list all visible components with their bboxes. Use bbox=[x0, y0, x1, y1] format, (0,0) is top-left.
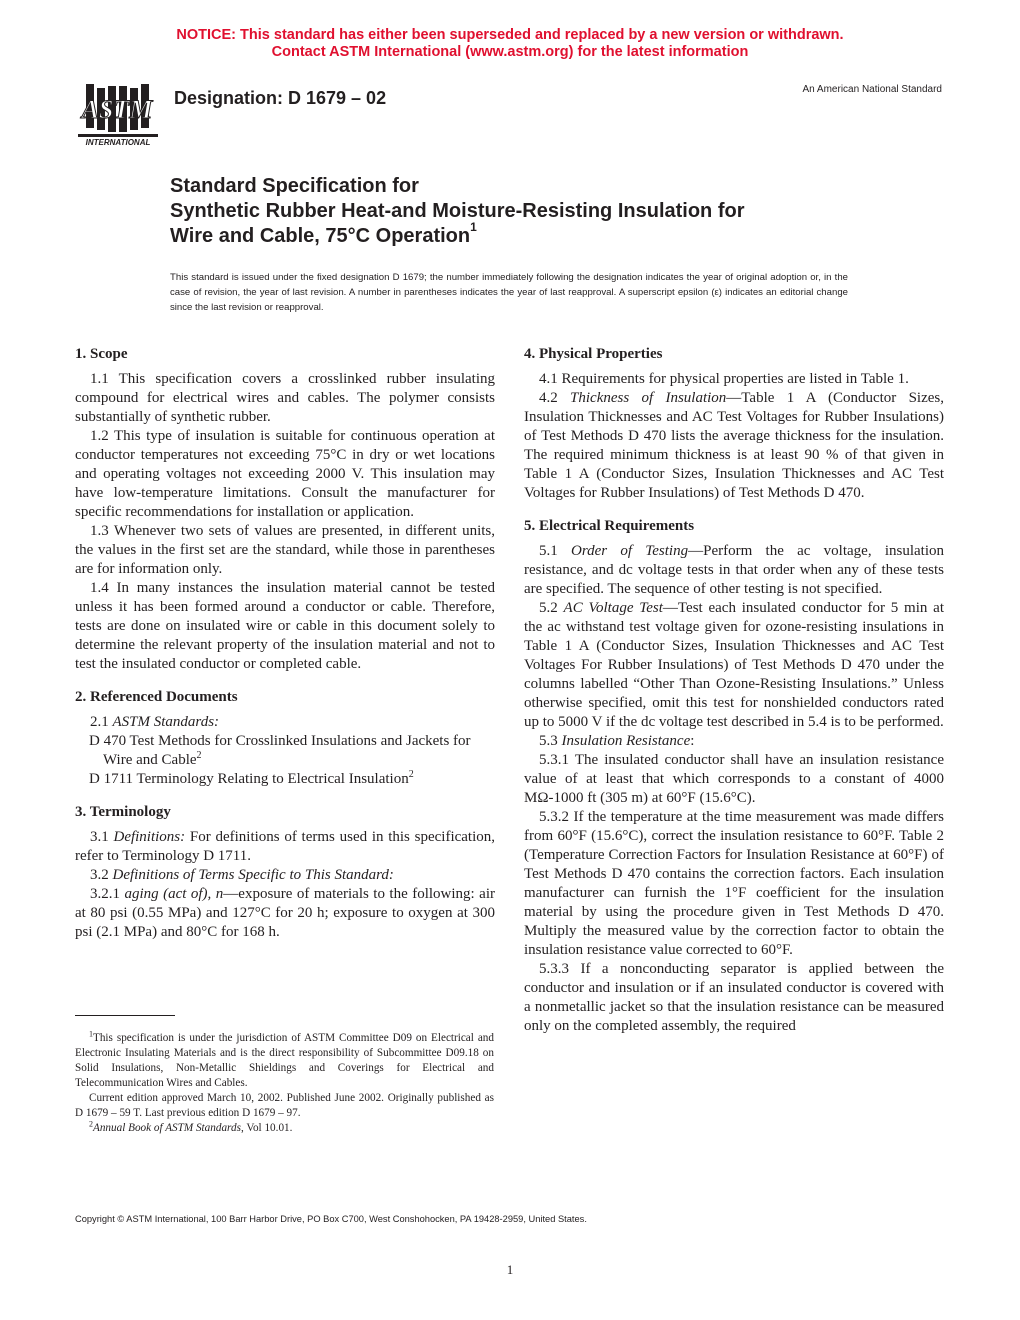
footnote-1-edition: Current edition approved March 10, 2002. Published June 2002. Originally published as D 1679 – 59 T. Last previous edition D 1679 – 97. bbox=[75, 1092, 494, 1119]
section-5-heading: 5. Electrical Requirements bbox=[524, 518, 695, 534]
para-5-3-3: 5.3.3 If a nonconducting separator is applied between the conductor and insulation or if an insulated conductor is covered with a nonmetallic jacket so that the insulation resistance can be measured only on the completed assembly, the required bbox=[524, 961, 944, 1034]
issued-statement: This standard is issued under the fixed designation D 1679; the number immediately following the designation indicates the year of original adoption or, in the case of revision, the year of last revision. A number in parentheses indicates the year of last reapproval. A superscript epsilon (ε) indicates an editorial change since the last revision or reapproval. bbox=[170, 272, 848, 313]
astm-logo bbox=[76, 78, 160, 148]
left-column bbox=[75, 345, 495, 942]
para-4-1: 4.1 Requirements for physical properties are listed in Table 1. bbox=[539, 371, 909, 387]
para-4-2: 4.2 Thickness of Insulation—Table 1 A (Conductor Sizes, Insulation Thicknesses and AC Test Voltages for Rubber Insulations) of Test Methods D 470 lists the average thickness for the insulation. The required minimum thickness is at least 90 % of that given in Table 1 A (Conductor Sizes, Insulation Thicknesses and AC Test Voltages for Rubber Insulations) of Test Methods D 470. bbox=[524, 390, 944, 501]
footnote-1: $^1$This specification is under the jurisdiction of ASTM Committee D09 on Electrical and Electronic Insulating Materials and is the direct responsibility of Subcommittee D09.18 on Solid Insulations, Non-Metallic Shieldings and Coverings for Electrical and Telecommunication Wires and Cables. bbox=[75, 1029, 494, 1089]
title-line-3: Wire and Cable, 75°C Operation$^1$ bbox=[170, 220, 477, 247]
para-5-2: 5.2 AC Voltage Test—Test each insulated conductor for 5 min at the ac withstand test voltage given for ozone-resisting insulations in Table 1 A (Conductor Sizes, Insulation Thicknesses and AC Test Voltages For Rubber Insulations) of Test Methods D 470 under the columns labelled “Other Than Ozone-Resisting Insulations.” Unless otherwise specified, omit this test for nonshielded conductors rated up to 5000 V if the dc voltage test described in 5.4 is to be performed. bbox=[524, 600, 944, 730]
logo-letters: ASTM bbox=[81, 95, 153, 124]
logo-international-text: INTERNATIONAL bbox=[85, 138, 151, 147]
document-title bbox=[170, 174, 890, 249]
reference-d470: D 470 Test Methods for Crosslinked Insulations and Jackets for Wire and Cable$^2$ bbox=[89, 733, 471, 768]
para-3-2-1: 3.2.1 aging (act of), n—exposure of materials to the following: air at 80 psi (0.55 MPa) and 127°C for 20 h; exposure to oxygen at 300 psi (2.1 MPa) and 80°C for 168 h. bbox=[75, 886, 496, 940]
american-national-standard: An American National Standard bbox=[802, 84, 942, 95]
para-5-3: 5.3 Insulation Resistance: bbox=[539, 733, 695, 749]
page-number: 1 bbox=[506, 1262, 514, 1277]
para-5-3-2: 5.3.2 If the temperature at the time measurement was made differs from 60°F (15.6°C), correct the insulation resistance to 60°F. Table 2 (Temperature Correction Factors for Insulation Resistance at 60°F) of Test Methods D 470 contains the correction factors. Each insulation manufacturer can furnish the 1°F coefficient for the insulation material by using the procedure given in Test Methods D 470. Multiply the measured value by the correction factor to obtain the insulation resistance value corrected to 60°F. bbox=[524, 809, 944, 958]
para-2-1: 2.1 ASTM Standards: bbox=[90, 714, 220, 730]
reference-d1711: D 1711 Terminology Relating to Electrical Insulation$^2$ bbox=[89, 769, 414, 787]
section-1-heading: 1. Scope bbox=[75, 346, 128, 362]
para-3-2: 3.2 Definitions of Terms Specific to This Standard: bbox=[90, 867, 394, 883]
para-1-4: 1.4 In many instances the insulation material cannot be tested unless it has been formed around a conductor or cable. Therefore, tests are done on insulated wire or cable in this document solely to determine the relevant property of the insulation material and not to test the insulated conductor or completed cable. bbox=[75, 580, 495, 672]
para-3-1: 3.1 Definitions: For definitions of terms used in this specification, refer to Terminology D 1711. bbox=[75, 829, 496, 864]
footnote-rule bbox=[75, 1015, 175, 1016]
para-1-3: 1.3 Whenever two sets of values are presented, in different units, the values in the first set are the standard, while those in parentheses are for information only. bbox=[75, 523, 495, 577]
footnotes bbox=[75, 1031, 494, 1136]
para-1-2: 1.2 This type of insulation is suitable for continuous operation at conductor temperatures not exceeding 75°C in dry or wet locations and operating voltages not exceeding 2000 V. This insulation may have low-temperature limitations. Consult the manufacturer for specific recommendations for installation or application. bbox=[75, 428, 495, 520]
para-1-1: 1.1 This specification covers a crosslinked rubber insulating compound for electrical wires and cables. The polymer consists substantially of synthetic rubber. bbox=[75, 371, 495, 425]
notice-line-1: NOTICE: This standard has either been superseded and replaced by a new version or withdrawn. bbox=[176, 27, 844, 43]
para-5-3-1: 5.3.1 The insulated conductor shall have an insulation resistance value of at least that which corresponds to a constant of 4000 MΩ-1000 ft (305 m) at 60°F (15.6°C). bbox=[524, 752, 944, 806]
withdrawal-notice bbox=[0, 27, 1020, 61]
copyright: Copyright © ASTM International, 100 Barr Harbor Drive, PO Box C700, West Conshohocken, PA 19428-2959, United States. bbox=[75, 1214, 587, 1224]
section-3-heading: 3. Terminology bbox=[75, 804, 171, 820]
title-line-2: Synthetic Rubber Heat-and Moisture-Resisting Insulation for bbox=[170, 200, 745, 222]
footnote-2: $^2$Annual Book of ASTM Standards, Vol 10.01. bbox=[89, 1119, 293, 1134]
section-4-heading: 4. Physical Properties bbox=[524, 346, 663, 362]
right-column bbox=[524, 345, 944, 1036]
notice-line-2: Contact ASTM International (www.astm.org) for the latest information bbox=[271, 44, 749, 60]
section-2-heading: 2. Referenced Documents bbox=[75, 689, 238, 705]
title-line-1: Standard Specification for bbox=[170, 175, 419, 197]
title-footnote-mark: 1 bbox=[470, 220, 477, 235]
para-5-1: 5.1 Order of Testing—Perform the ac voltage, insulation resistance, and dc voltage tests in that order when any of these tests are specified. The sequence of other testing is not specified. bbox=[524, 543, 945, 597]
designation: Designation: D 1679 – 02 bbox=[174, 88, 387, 108]
